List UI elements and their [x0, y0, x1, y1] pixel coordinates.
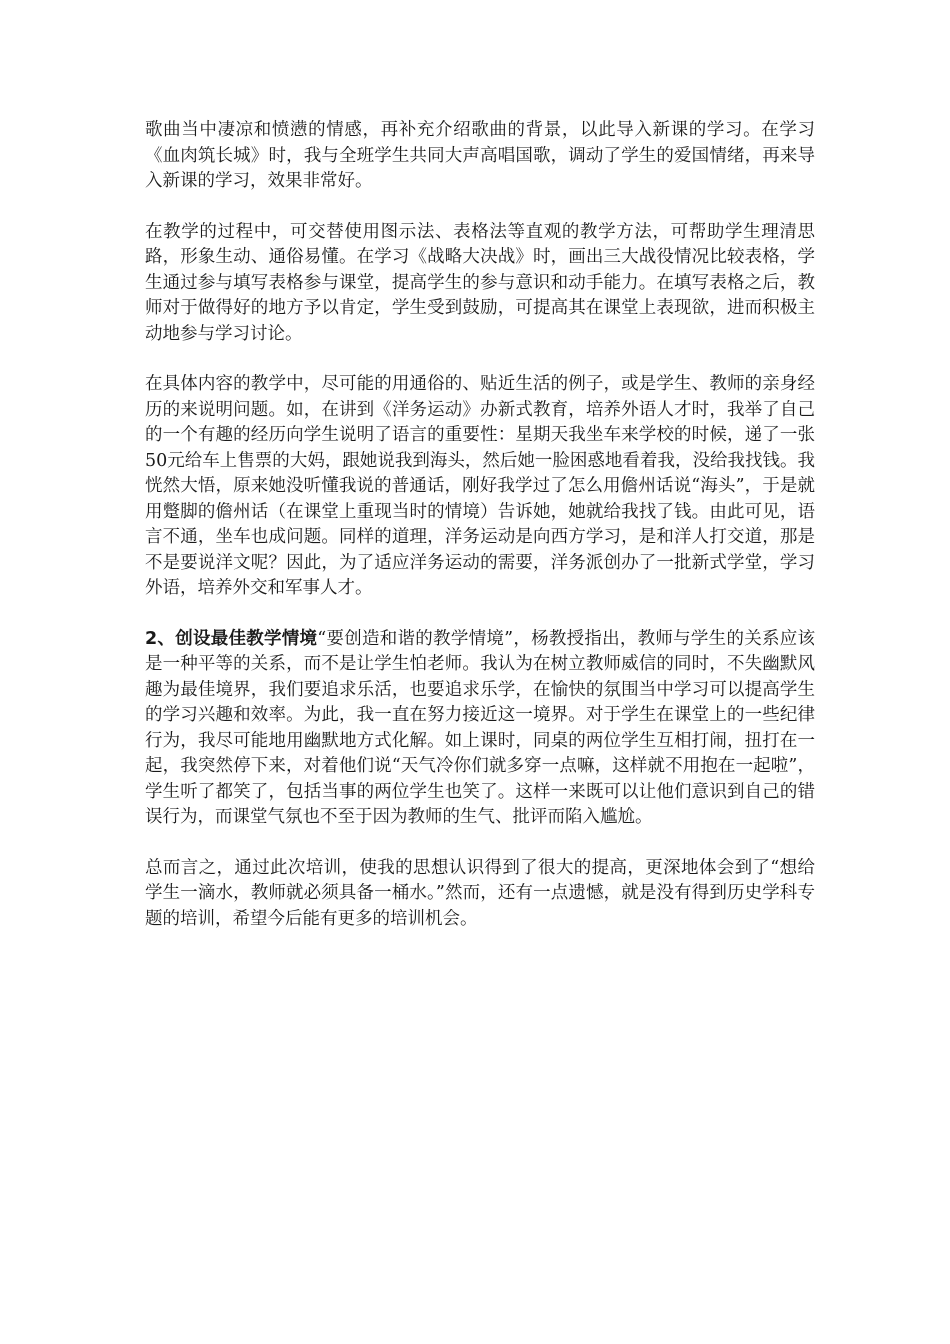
paragraph-song-intro — [145, 118, 815, 195]
paragraph-text: 歌曲当中凄凉和愤懑的情感，再补充介绍歌曲的背景，以此导入新课的学习。在学习《血肉筑长城》时，我与全班学生共同大声高唱国歌，调动了学生的爱国情绪，再来导入新课的学习，效果非常好。 — [145, 120, 815, 191]
paragraph-life-examples — [145, 372, 815, 602]
paragraph-text: “要创造和谐的教学情境”，杨教授指出，教师与学生的关系应该是一种平等的关系，而不是让学生怕老师。我认为在树立教师威信的同时，不失幽默风趣为最佳境界，我们要追求乐活，也要追求乐学，在愉快的氛围当中学习可以提高学生的学习兴趣和效率。为此，我一直在努力接近这一境界。对于学生在课堂上的一些纪律行为，我尽可能地用幽默地方式化解。如上课时，同桌的两位学生互相打闹，扭打在一起，我突然停下来，对着他们说“天气冷你们就多穿一点嘛，这样就不用抱在一起啦”，学生听了都笑了，包括当事的两位学生也笑了。这样一来既可以让他们意识到自己的错误行为，而课堂气氛也不至于因为教师的生气、批评而陷入尴尬。 — [145, 628, 815, 827]
paragraph-text: 总而言之，通过此次培训，使我的思想认识得到了很大的提高，更深地体会到了“想给学生一滴水，教师就必须具备一桶水。”然而，还有一点遗憾，就是没有得到历史学科专题的培训，希望今后能有更多的培训机会。 — [145, 857, 815, 929]
section-heading: 2、创设最佳教学情境 — [145, 628, 318, 649]
paragraph-visual-methods — [145, 220, 815, 348]
paragraph-teaching-situation — [145, 627, 815, 831]
paragraph-text: 在教学的过程中，可交替使用图示法、表格法等直观的教学方法，可帮助学生理清思路，形象生动、通俗易懂。在学习《战略大决战》时，画出三大战役情况比较表格，学生通过参与填写表格参与课堂，提高学生的参与意识和动手能力。在填写表格之后，教师对于做得好的地方予以肯定，学生受到鼓励，可提高其在课堂上表现欲，进而积极主动地参与学习讨论。 — [145, 221, 815, 344]
document-page — [145, 118, 815, 957]
paragraph-conclusion — [145, 856, 815, 933]
paragraph-text: 在具体内容的教学中，尽可能的用通俗的、贴近生活的例子，或是学生、教师的亲身经历的来说明问题。如，在讲到《洋务运动》办新式教育，培养外语人才时，我举了自己的一个有趣的经历向学生说明了语言的重要性：星期天我坐车来学校的时候，递了一张50元给车上售票的大妈，跟她说我到海头，然后她一脸困惑地看着我，没给我找钱。我恍然大悟，原来她没听懂我说的普通话，刚好我学过了怎么用儋州话说“海头”，于是就用蹩脚的儋州话（在课堂上重现当时的情境）告诉她，她就给我找了钱。由此可见，语言不通，坐车也成问题。同样的道理，洋务运动是向西方学习，是和洋人打交道，那是不是要说洋文呢？因此，为了适应洋务运动的需要，洋务派创办了一批新式学堂，学习外语，培养外交和军事人才。 — [145, 374, 815, 598]
